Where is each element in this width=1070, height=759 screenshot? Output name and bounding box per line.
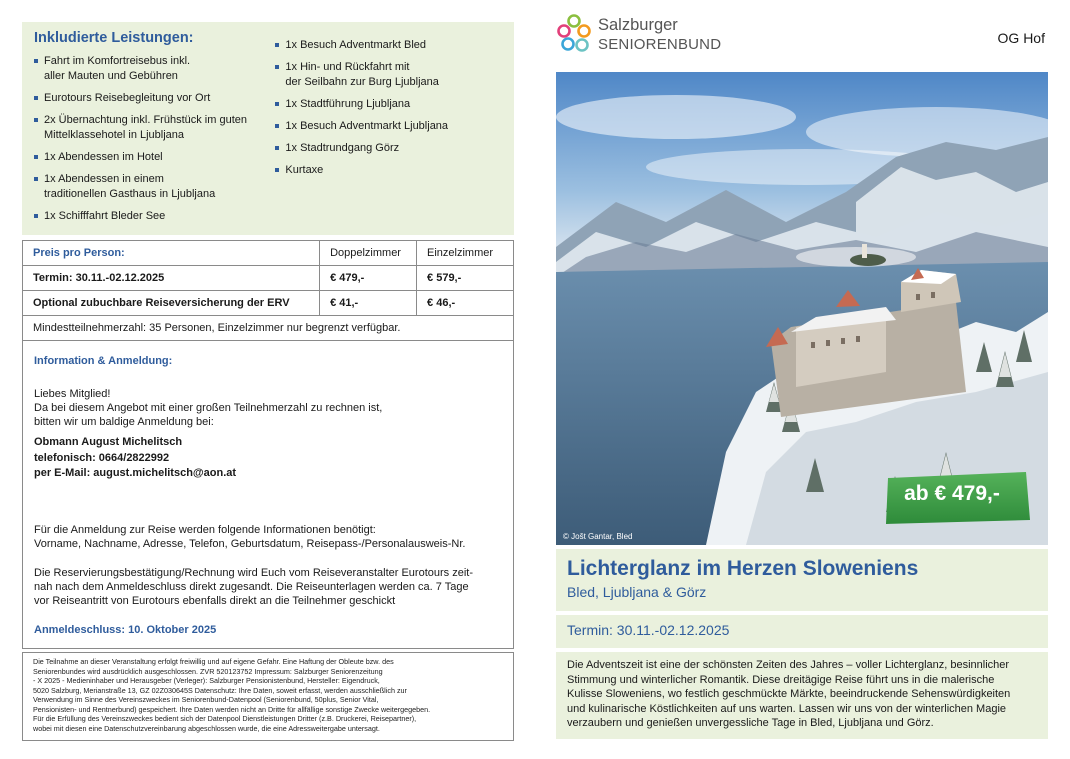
trip-title: Lichterglanz im Herzen Sloweniens [567, 557, 919, 580]
photo-credit: © Jošt Gantar, Bled [563, 532, 633, 541]
list-item: 1x Besuch Adventmarkt Bled [275, 38, 502, 53]
list-item: 1x Abendessen in einem traditionellen Gasthaus in Ljubljana [34, 172, 275, 202]
insurance-double-price: € 41,- [320, 291, 417, 316]
table-row [23, 266, 514, 291]
trip-date: Termin: 30.11.-02.12.2025 [556, 615, 1048, 648]
logo-circles-icon [556, 14, 592, 56]
logo-line2: SENIORENBUND [598, 36, 722, 53]
list-item: 1x Schifffahrt Bleder See [34, 209, 275, 224]
legal-notice: Die Teilnahme an dieser Veranstaltung erfolgt freiwillig und auf eigene Gefahr. Eine Haftung der Obleute bzw. des Seniorenbundes wird ausdrücklich ausgeschlossen. ZVR 520123752 Impressum: Salzburger Seniorenzeitung - X 2025 - Medieninhaber und Herausgeber (Verleger): Salzburger Pensionistenbund, Hersteller: Eigendruck, 5020 Salzburg, Merianstraße 13, GZ 02Z030645S Datenschutz: Ihre Daten, soweit erfasst, werden ausschließlich zur Verwendung im Sinne des Vereinszweckes im Seniorenbund-Datenpool (Seniorenbund, 50plus, Senior Vital, Pensionisten- und Rentnerbund) gespeichert. Ihre Daten werden nicht an Dritte für allfällige sonstige Zwecke weitergegeben. Für die Erfüllung des Vereinszweckes bedient sich der Datenpool Dienstleistungen Dritter (z.B. Druckerei, Reisepartner), wobei mit diesen eine Datenschutzvereinbarung abgeschlossen wurde, die eine Adressweitergabe untersagt. [22, 652, 514, 741]
insurance-cell: Optional zubuchbare Reiseversicherung der ERV [23, 291, 320, 316]
logo-line1: Salzburger [598, 16, 678, 34]
price-badge-text: ab € 479,- [904, 482, 1000, 505]
bled-castle-photo [556, 72, 1048, 545]
double-room-header: Doppelzimmer [320, 241, 417, 266]
registration-deadline: Anmeldeschluss: 10. Oktober 2025 [34, 624, 217, 636]
info-registration [22, 340, 514, 649]
included-list-right [275, 38, 502, 231]
contact-phone[interactable]: telefonisch: 0664/2822992 [34, 451, 170, 464]
group-name: OG Hof [997, 30, 1045, 46]
info-greeting: Liebes Mitglied! Da bei diesem Angebot mit einer großen Teilnehmerzahl zu rechnen ist, bitten wir um baldige Anmeldung bei: [34, 388, 383, 428]
min-participants-note: Mindestteilnehmerzahl: 35 Personen, Einzelzimmer nur begrenzt verfügbar. [23, 316, 514, 341]
trip-description: Die Adventszeit ist eine der schönsten Zeiten des Jahres – voller Lichterglanz, besinnlicher Stimmung und winterlicher Romantik. Diese dreitägige Reise führt uns in die malerische Kulisse Sloweniens, wo festlich geschmückte Märkte, beeindruckende Sehenswürdigkeiten und kulinarische Köstlichkeiten auf uns warten. Lassen wir uns von der winterlichen Magie verzaubern und genießen unvergessliche Tage in Bled, Ljubljana und Görz. [556, 652, 1048, 739]
single-room-header: Einzelzimmer [417, 241, 514, 266]
price-badge [882, 472, 1022, 516]
termin-cell: Termin: 30.11.-02.12.2025 [23, 266, 320, 291]
list-item: Eurotours Reisebegleitung vor Ort [34, 91, 275, 106]
price-table [22, 240, 514, 341]
contact-details [34, 435, 502, 482]
list-item: 1x Abendessen im Hotel [34, 150, 275, 165]
list-item: Kurtaxe [275, 163, 502, 178]
table-row [23, 241, 514, 266]
info-title: Information & Anmeldung: [34, 355, 173, 367]
single-room-price: € 579,- [417, 266, 514, 291]
contact-name: Obmann August Michelitsch [34, 436, 183, 448]
table-row [23, 316, 514, 341]
list-item: Fahrt im Komfortreisebus inkl. aller Mauten und Gebühren [34, 54, 275, 84]
list-item: 1x Besuch Adventmarkt Ljubljana [275, 119, 502, 134]
insurance-single-price: € 46,- [417, 291, 514, 316]
included-list-left [34, 54, 275, 231]
list-item: 2x Übernachtung inkl. Frühstück im guten Mittelklassehotel in Ljubljana [34, 113, 275, 143]
table-row [23, 291, 514, 316]
list-item: 1x Stadtrundgang Görz [275, 141, 502, 156]
confirmation-info: Die Reservierungsbestätigung/Rechnung wird Euch vom Reiseveranstalter Eurotours zeit- nah nach dem Anmeldeschluss direkt zugesandt. Die Reiseunterlagen werden ca. 7 Tage vor Reiseantritt von Eurotours ebenfalls direkt an die Teilnehmer geschickt [34, 567, 473, 607]
trip-subtitle: Bled, Ljubljana & Görz [567, 584, 707, 600]
price-header-label: Preis pro Person: [23, 241, 320, 266]
contact-email[interactable]: per E-Mail: august.michelitsch@aon.at [34, 467, 237, 479]
seniorenbund-logo [556, 14, 721, 56]
included-services [22, 22, 514, 235]
double-room-price: € 479,- [320, 266, 417, 291]
list-item: 1x Hin- und Rückfahrt mit der Seilbahn zur Burg Ljubljana [275, 60, 502, 90]
required-info: Für die Anmeldung zur Reise werden folgende Informationen benötigt: Vorname, Nachname, Adresse, Telefon, Geburtsdatum, Reisepass-/Personalausweis-Nr. [34, 524, 466, 550]
list-item: 1x Stadtführung Ljubljana [275, 97, 502, 112]
trip-title-box [556, 549, 1048, 611]
included-title: Inkludierte Leistungen: [34, 30, 194, 46]
